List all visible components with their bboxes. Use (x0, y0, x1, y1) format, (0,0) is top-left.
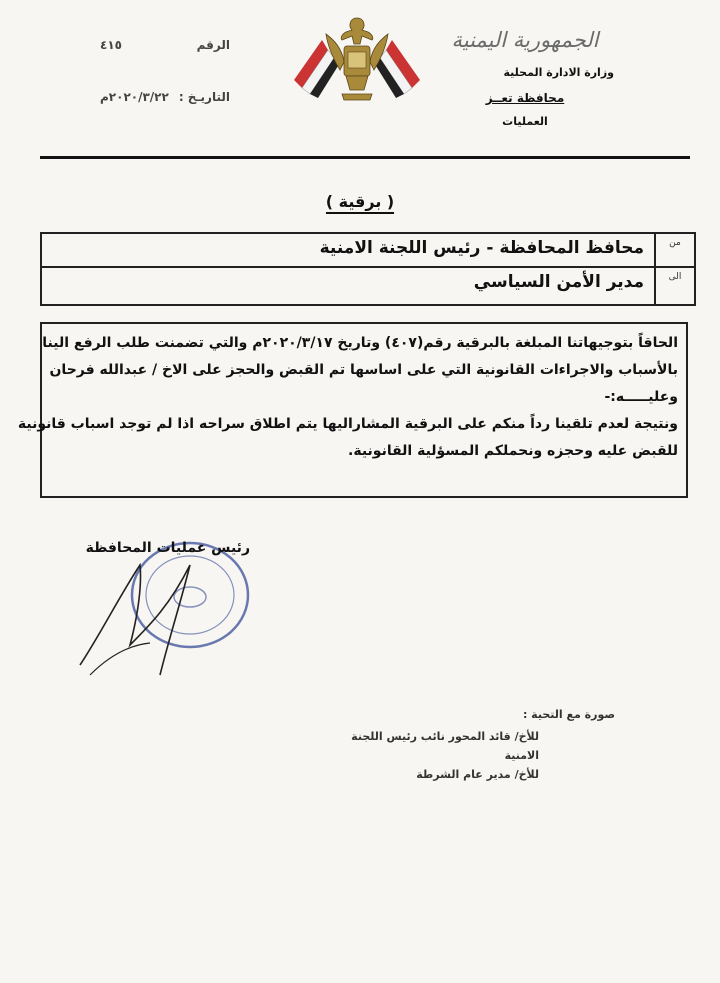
ministry-name: وزارة الادارة المحلية (503, 66, 614, 79)
message-body (17, 322, 688, 498)
from-row (42, 234, 694, 266)
to-value: مدير الأمن السياسي (473, 272, 644, 292)
governorate-name: محافظة تعــز (485, 91, 565, 105)
body-line: بالأسباب والاجراءات القانونية التي على اساسها تم القبض والحجز على الاخ / عبدالله فرحان (49, 362, 678, 378)
signatory-title: رئيس عمليات المحافظة (85, 540, 250, 556)
from-value: محافظ المحافظة - رئيس اللجنة الامنية (319, 238, 644, 258)
from-to-table (40, 232, 696, 306)
body-line: وعليـــــه:- (604, 389, 678, 405)
copies-heading: صورة مع التحية : (522, 708, 615, 721)
republic-name: الجمهورية اليمنية (451, 28, 599, 52)
to-label: الى (654, 268, 694, 304)
reference-number (100, 38, 230, 52)
yemen-emblem-icon (282, 10, 432, 110)
number-label: الرقم (196, 38, 230, 52)
department-name: العمليات (502, 115, 548, 128)
document-date (100, 90, 230, 104)
body-line: ونتيجة لعدم تلقينا رداً منكم على البرقية المشاراليها يتم اطلاق سراحه اذا لم توجد اسباب قانونية (17, 416, 678, 432)
copy-recipient: للأخ/ قائد المحور نائب رئيس اللجنة الامنية (351, 730, 539, 762)
copies-to (330, 708, 615, 784)
document-type-label: ( برقية ) (326, 192, 394, 214)
body-line: للقبض عليه وحجزه ونحملكم المسؤلية القانونية. (348, 443, 678, 459)
copy-recipient: للأخ/ مدير عام الشرطة (416, 768, 539, 781)
body-line: الحاقاً بتوجيهاتنا المبلغة بالبرقية رقم(٤٠٧) وتاريخ ٢٠٢٠/٣/١٧م والتي تضمنت طلب الرفع الينا (42, 335, 678, 351)
number-value: ٤١٥ (100, 38, 122, 52)
header-divider (40, 156, 690, 159)
document-type (0, 192, 720, 211)
from-label: من (654, 234, 694, 266)
date-value: ٢٠٢٠/٣/٢٢م (100, 90, 169, 104)
letterhead-right (430, 28, 620, 128)
emblem-shield (348, 52, 366, 68)
to-row (42, 266, 694, 304)
letterhead-left (100, 38, 230, 104)
date-label: التاريـخ : (178, 90, 230, 104)
